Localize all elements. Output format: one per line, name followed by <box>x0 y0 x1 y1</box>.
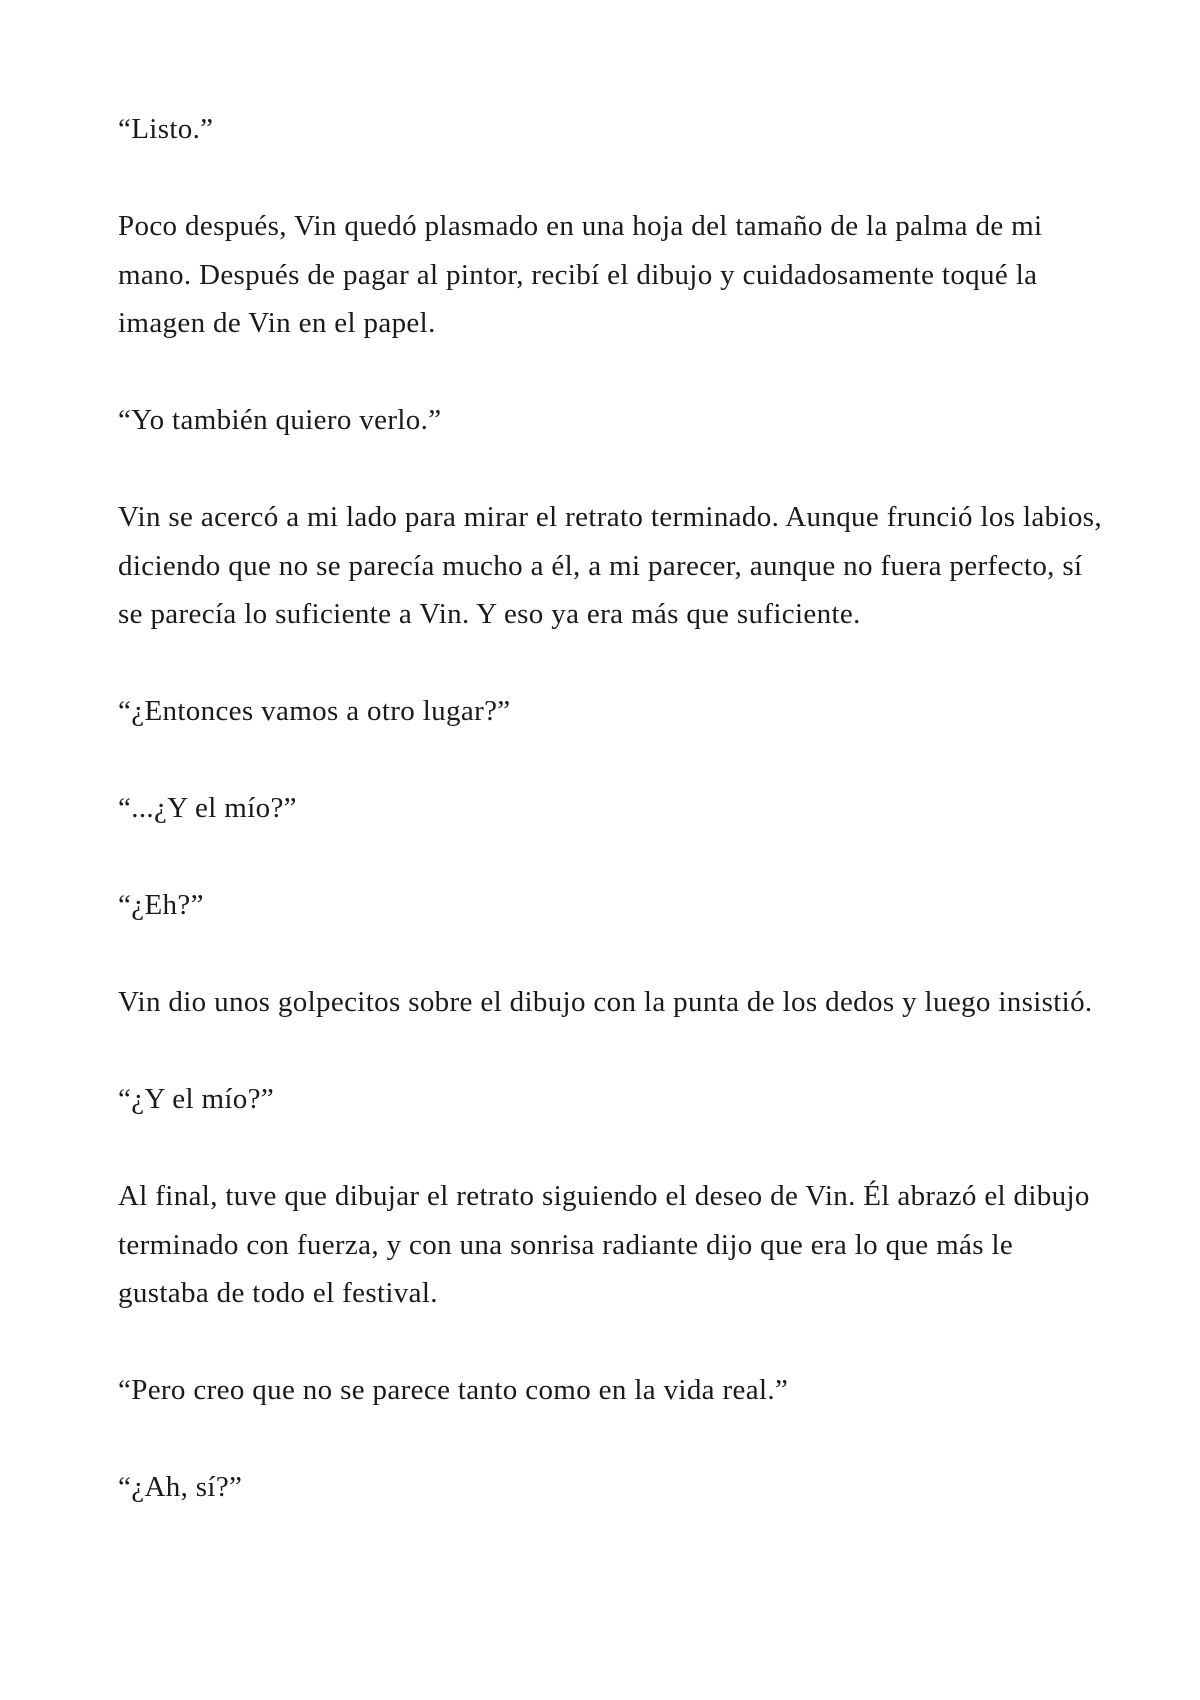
paragraph-11: “Pero creo que no se parece tanto como en la vida real.” <box>118 1374 789 1406</box>
paragraph-7: “¿Eh?” <box>118 889 204 921</box>
paragraph-12: “¿Ah, sí?” <box>118 1471 243 1503</box>
document-page <box>118 105 1103 1560</box>
paragraph-8: Vin dio unos golpecitos sobre el dibujo con la punta de los dedos y luego insistió. <box>118 986 1093 1018</box>
paragraph-5: “¿Entonces vamos a otro lugar?” <box>118 695 511 727</box>
paragraph-9: “¿Y el mío?” <box>118 1083 275 1115</box>
paragraph-2: Poco después, Vin quedó plasmado en una hoja del tamaño de la palma de mi mano. Después de pagar al pintor, recibí el dibujo y cuidadosamente toqué la imagen de Vin en el papel. <box>118 210 1043 339</box>
paragraph-10: Al final, tuve que dibujar el retrato siguiendo el deseo de Vin. Él abrazó el dibujo terminado con fuerza, y con una sonrisa radiante dijo que era lo que más le gustaba de todo el festival. <box>118 1180 1090 1309</box>
paragraph-4: Vin se acercó a mi lado para mirar el retrato terminado. Aunque frunció los labios, diciendo que no se parecía mucho a él, a mi parecer, aunque no fuera perfecto, sí se parecía lo suficiente a Vin. Y eso ya era más que suficiente. <box>118 501 1102 630</box>
paragraph-1: “Listo.” <box>118 113 214 145</box>
paragraph-6: “...¿Y el mío?” <box>118 792 297 824</box>
paragraph-3: “Yo también quiero verlo.” <box>118 404 442 436</box>
